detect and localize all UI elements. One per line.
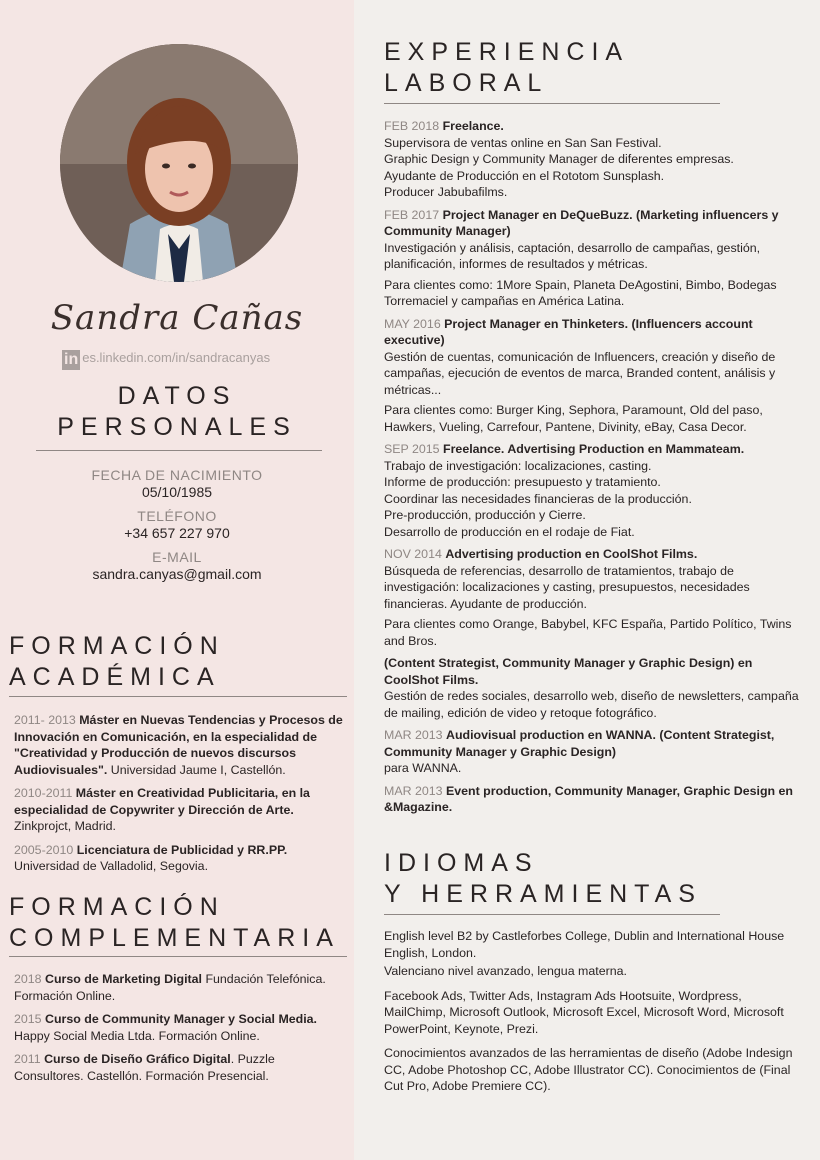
job-line: Ayudante de Producción en el Rototom Sunsplash.	[384, 168, 665, 183]
job-header	[384, 783, 804, 816]
skill-block: Conocimientos avanzados de las herramientas de diseño (Adobe Indesign CC, Adobe Photoshop CC, Adobe Illustrator CC). Conocimientos de (Final Cut Pro, Adobe Premiere CC).	[384, 1046, 793, 1093]
job-entry	[384, 783, 804, 816]
birthdate-label: FECHA DE NACIMIENTO	[91, 467, 263, 483]
job-line: Coordinar las necesidades financieras de la producción.	[384, 491, 692, 506]
courses-list	[14, 971, 344, 1091]
job-header	[384, 546, 804, 563]
job-line: Gestión de redes sociales, desarrollo web, diseño de newsletters, campaña de mailing, edición de video y retoque fotográfico.	[384, 689, 799, 720]
linkedin-icon: in	[64, 351, 79, 368]
education-heading: FORMACIÓN ACADÉMICA	[9, 632, 225, 691]
job-clients: Para clientes como: Burger King, Sephora, Paramount, Old del paso, Hawkers, Vueling, Carrefour, Pantene, Divinity, eBay, Casa Decor.	[384, 403, 763, 434]
education-item: 2011- 2013 Máster en Nuevas Tendencias y Procesos de Innovación en Comunicación, en la especialidad de "Creatividad y Producción de nuevos discursos Audiovisuales". Universidad Jaume I, Castellón.	[14, 713, 343, 777]
person-name: Sandra Cañas	[50, 298, 304, 338]
job-entry	[384, 727, 804, 777]
skill-block: Facebook Ads, Twitter Ads, Instagram Ads Hootsuite, Wordpress, MailChimp, Microsoft Outlook, Microsoft Excel, Microsoft Word, Microsoft PowerPoint, Keynote, Prezi.	[384, 988, 784, 1036]
job-line: Producer Jabubafilms.	[384, 185, 508, 199]
job-line: Supervisora de ventas online en San San Festival.	[384, 135, 662, 150]
phone-value: +34 657 227 970	[124, 525, 230, 541]
job-line: Investigación y análisis, captación, desarrollo de campañas, gestión, planificación, informes de resultados y métricas.	[384, 240, 761, 271]
left-column	[0, 0, 354, 1160]
job-date: FEB 2018	[384, 119, 440, 133]
email-value: sandra.canyas@gmail.com	[92, 566, 262, 582]
linkedin-link[interactable]	[62, 350, 270, 370]
job-date: MAR 2013	[384, 728, 443, 742]
job-line: Desarrollo de producción en el rodaje de Fiat.	[384, 524, 635, 539]
divider	[384, 103, 720, 104]
job-date: NOV 2014	[384, 547, 442, 561]
job-header	[384, 207, 804, 240]
job-entry	[384, 546, 804, 649]
job-line: Trabajo de investigación: localizaciones, casting.	[384, 458, 652, 473]
job-title: Advertising production en CoolShot Films.	[445, 547, 698, 561]
job-line: Informe de producción: presupuesto y tratamiento.	[384, 475, 661, 489]
job-line: Búsqueda de referencias, desarrollo de tratamientos, trabajo de investigación: localizaciones y casting, presupuestos, necesidades financieras. Ayudante de producción.	[384, 563, 750, 611]
course-item: 2015 Curso de Community Manager y Social Media. Happy Social Media Ltda. Formación Online.	[14, 1012, 317, 1043]
phone-label: TELÉFONO	[137, 508, 217, 524]
job-title: Audiovisual production en WANNA. (Content Strategist, Community Manager y Graphic Design)	[384, 728, 775, 759]
linkedin-url: es.linkedin.com/in/sandracanyas	[82, 350, 271, 365]
courses-heading: FORMACIÓN COMPLEMENTARIA	[9, 893, 340, 952]
divider	[384, 914, 720, 915]
job-date: MAY 2016	[384, 316, 441, 331]
course-item: 2018 Curso de Marketing Digital Fundación Telefónica. Formación Online.	[14, 972, 326, 1003]
portrait-illustration	[60, 44, 298, 282]
birthdate-value: 05/10/1985	[141, 484, 213, 500]
skill-block: Valenciano nivel avanzado, lengua materna.	[384, 964, 627, 978]
job-entry	[384, 655, 804, 721]
job-title: (Content Strategist, Community Manager y Graphic Design) en CoolShot Films.	[384, 656, 753, 687]
job-entry	[384, 118, 804, 201]
job-header	[384, 316, 804, 349]
job-date: FEB 2017	[384, 207, 440, 222]
job-date: SEP 2015	[384, 442, 440, 456]
divider	[9, 696, 347, 697]
skills-heading: IDIOMAS Y HERRAMIENTAS	[384, 849, 702, 908]
job-clients: Para clientes como: 1More Spain, Planeta DeAgostini, Bimbo, Bodegas Torremaciel y campañas en América Latina.	[384, 277, 777, 308]
profile-photo	[60, 44, 298, 282]
course-item: 2011 Curso de Diseño Gráfico Digital. Puzzle Consultores. Castellón. Formación Presencial.	[14, 1052, 275, 1083]
divider	[36, 450, 322, 451]
job-line: Gestión de cuentas, comunicación de Influencers, creación y diseño de campañas, ejecución de eventos de marca, Branded content, análisis y métricas...	[384, 349, 776, 397]
job-header	[384, 727, 804, 760]
job-header	[384, 118, 804, 135]
education-list	[14, 712, 344, 882]
divider	[9, 956, 347, 957]
job-line: Graphic Design y Community Manager de diferentes empresas.	[384, 152, 734, 166]
skill-block: English level B2 by Castleforbes College, Dublin and International House English, London.	[384, 929, 785, 960]
experience-heading: EXPERIENCIA LABORAL	[384, 38, 630, 97]
email-label: E-MAIL	[152, 549, 202, 565]
job-entry	[384, 207, 804, 310]
job-clients: Para clientes como Orange, Babybel, KFC España, Partido Político, Twins and Bros.	[384, 617, 792, 648]
job-entry	[384, 316, 804, 436]
skills-list	[384, 928, 804, 1103]
job-title: Project Manager en Thinketers. (Influencers account executive)	[384, 316, 753, 347]
job-title: Freelance. Advertising Production en Mammateam.	[443, 442, 745, 456]
education-item: 2010-2011 Máster en Creatividad Publicitaria, en la especialidad de Copywriter y Dirección de Arte. Zinkprojct, Madrid.	[14, 786, 310, 833]
personal-fields	[0, 466, 354, 589]
job-header	[384, 655, 804, 688]
job-entry	[384, 441, 804, 540]
job-line: para WANNA.	[384, 761, 462, 775]
education-item: 2005-2010 Licenciatura de Publicidad y RR.PP. Universidad de Valladolid, Segovia.	[14, 842, 288, 873]
job-date: MAR 2013	[384, 783, 443, 798]
job-header	[384, 441, 804, 458]
job-title: Event production, Community Manager, Graphic Design en &Magazine.	[384, 783, 793, 814]
job-line: Pre-producción, producción y Cierre.	[384, 508, 586, 522]
job-title: Project Manager en DeQueBuzz. (Marketing influencers y Community Manager)	[384, 207, 779, 238]
personal-data-heading: DATOS PERSONALES	[57, 382, 297, 441]
job-title: Freelance.	[442, 119, 504, 133]
experience-list	[384, 118, 804, 822]
